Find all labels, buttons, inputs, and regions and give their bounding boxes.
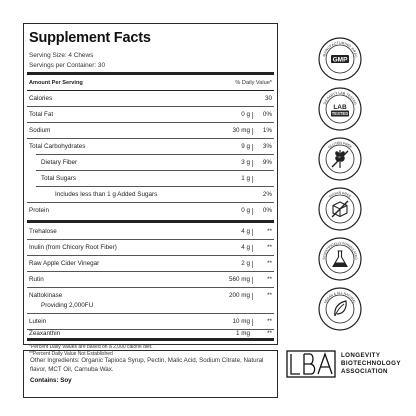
thick-divider-bottom bbox=[27, 338, 274, 341]
row-label: Lutein bbox=[29, 318, 47, 325]
lba-name bbox=[341, 352, 401, 376]
row-dv: 9% bbox=[262, 159, 272, 166]
gluten-free-icon bbox=[318, 137, 362, 181]
column-separator bbox=[252, 128, 253, 135]
svg-text:SUGAR FREE: SUGAR FREE bbox=[328, 190, 352, 199]
column-separator bbox=[252, 245, 253, 252]
amount-per-serving-header: Amount Per Serving bbox=[29, 80, 83, 86]
row-label: Inulin (from Chicory Root Fiber) bbox=[29, 244, 117, 251]
column-separator bbox=[252, 229, 253, 236]
sugar-free-icon bbox=[318, 187, 362, 231]
column-separator bbox=[252, 160, 253, 167]
facts-row-apple-cider-vinegar bbox=[29, 256, 272, 272]
column-separator bbox=[252, 208, 253, 215]
row-label: Total Fat bbox=[29, 111, 54, 118]
row-amount: 3 g bbox=[241, 159, 250, 166]
row-label: Nattokinase bbox=[29, 292, 63, 299]
row-amount: 0 g bbox=[241, 111, 250, 118]
facts-header-row bbox=[29, 80, 272, 89]
column-separator bbox=[252, 176, 253, 183]
lab-tested-icon bbox=[318, 87, 362, 131]
row-label: Includes less than 1 g Added Sugars bbox=[55, 191, 158, 198]
row-dv: ** bbox=[267, 244, 272, 251]
column-separator bbox=[252, 144, 253, 151]
svg-text:LAB: LAB bbox=[333, 104, 347, 111]
serving-size: Serving Size: 4 Chews bbox=[29, 52, 94, 59]
gluten-free-badge bbox=[318, 137, 362, 181]
facts-row-trehalose bbox=[29, 224, 272, 240]
daily-value-header: % Daily Value* bbox=[235, 80, 272, 86]
allergen-contains: Contains: Soy bbox=[30, 377, 72, 384]
svg-text:GOOD MANUFACTURING PRACTICES: MANUFACTURING PRAC bbox=[322, 40, 359, 59]
row-dv: ** bbox=[267, 292, 272, 299]
row-label: Dietary Fiber bbox=[41, 159, 78, 166]
facts-row-dietary-fiber bbox=[29, 155, 272, 171]
row-label: Total Carbohydrates bbox=[29, 143, 86, 150]
footnote-not-established: **Percent Daily Value Not Established bbox=[29, 351, 113, 357]
row-dv: 2% bbox=[262, 191, 272, 198]
row-dv: 0% bbox=[262, 111, 272, 118]
supplement-facts-panel bbox=[23, 23, 278, 357]
row-sublabel: Providing 2,000FU bbox=[41, 302, 94, 309]
facts-row-calories bbox=[29, 91, 272, 107]
scientifically-formulated-icon bbox=[318, 237, 362, 281]
row-label: Trehalose bbox=[29, 228, 57, 235]
svg-text:TESTED: TESTED bbox=[331, 111, 349, 117]
row-amount: 10 mg bbox=[232, 318, 250, 325]
row-amount: 4 g bbox=[241, 244, 250, 251]
lba-logo-icon bbox=[286, 350, 336, 378]
facts-row-sodium bbox=[29, 123, 272, 139]
row-dv: 0% bbox=[262, 207, 272, 214]
column-separator bbox=[252, 277, 253, 284]
svg-text:3rd PARTY LAB TESTED: 3rd PARTY LAB TESTED bbox=[322, 90, 358, 106]
scientifically-formulated-badge bbox=[318, 237, 362, 281]
column-separator bbox=[252, 293, 253, 300]
thick-divider-top bbox=[27, 72, 274, 75]
gmp-badge bbox=[318, 37, 362, 81]
sugar-free-badge bbox=[318, 187, 362, 231]
lba-line-2: BIOTECHNOLOGY bbox=[341, 360, 401, 367]
row-dv: ** bbox=[267, 276, 272, 283]
row-label: Calories bbox=[29, 95, 53, 102]
svg-text:GLUTEN FREE: GLUTEN FREE bbox=[327, 140, 353, 150]
row-amount: 1 mg bbox=[236, 330, 250, 337]
svg-text:GMP: GMP bbox=[332, 56, 348, 64]
row-dv: ** bbox=[267, 260, 272, 267]
row-label: Zeaxanthin bbox=[29, 330, 61, 337]
row-label: Sodium bbox=[29, 127, 51, 134]
row-label: Rutin bbox=[29, 276, 44, 283]
facts-row-total-carbohydrates bbox=[29, 139, 272, 155]
row-dv: ** bbox=[267, 228, 272, 235]
facts-row-rutin bbox=[29, 272, 272, 288]
lab-tested-badge bbox=[318, 87, 362, 131]
supplement-facts-title: Supplement Facts bbox=[29, 30, 151, 46]
facts-row-nattokinase bbox=[29, 288, 272, 314]
vegan-icon bbox=[318, 287, 362, 331]
servings-per-container: Servings per Container: 30 bbox=[29, 62, 106, 69]
row-amount: 2 g bbox=[241, 260, 250, 267]
gmp-icon bbox=[318, 37, 362, 81]
lba-brand bbox=[286, 350, 406, 378]
facts-row-total-sugars bbox=[29, 171, 272, 187]
column-separator bbox=[252, 112, 253, 119]
lba-line-3: ASSOCIATION bbox=[341, 368, 388, 375]
row-amount: 9 g bbox=[241, 143, 250, 150]
row-dv: ** bbox=[267, 330, 272, 337]
facts-row-protein bbox=[29, 203, 272, 219]
row-amount: 0 g bbox=[241, 207, 250, 214]
row-label: Total Sugars bbox=[41, 175, 77, 182]
vegan-badge bbox=[318, 287, 362, 331]
svg-text:VEGAN & ALL NATURAL: VEGAN & ALL NATURAL bbox=[323, 290, 357, 305]
row-label: Raw Apple Cider Vinegar bbox=[29, 260, 100, 267]
facts-row-added-sugars bbox=[29, 187, 272, 203]
column-separator bbox=[252, 261, 253, 268]
thick-divider-middle bbox=[27, 220, 274, 223]
row-dv: 3% bbox=[262, 143, 272, 150]
row-amount: 560 mg bbox=[228, 276, 250, 283]
row-dv: 30 bbox=[264, 95, 272, 102]
svg-text:SCIENTIFICALLY FORMULATED: SCIENTIFICALLY FORMULATED bbox=[321, 240, 359, 260]
row-label: Protein bbox=[29, 207, 49, 214]
facts-row-total-fat bbox=[29, 107, 272, 123]
facts-row-zeaxanthin bbox=[29, 322, 272, 336]
other-ingredients-text: Other Ingredients: Organic Tapioca Syrup, Pectin, Malic Acid, Sodium Citrate, Natural flavor, MCT Oil, Carnuba Wax. bbox=[30, 357, 264, 373]
row-amount: 4 g bbox=[241, 228, 250, 235]
footnote-daily-values: *Percent Daily Values are based on a 2,000 calorie diet. bbox=[29, 344, 153, 350]
row-dv: ** bbox=[267, 318, 272, 325]
facts-row-inulin bbox=[29, 240, 272, 256]
row-amount: 200 mg bbox=[228, 292, 250, 299]
row-dv: 1% bbox=[262, 127, 272, 134]
lba-line-1: LONGEVITY bbox=[341, 352, 381, 359]
ingredients-box bbox=[23, 350, 278, 398]
row-amount: 1 g bbox=[241, 175, 250, 182]
row-amount: 30 mg bbox=[232, 127, 250, 134]
